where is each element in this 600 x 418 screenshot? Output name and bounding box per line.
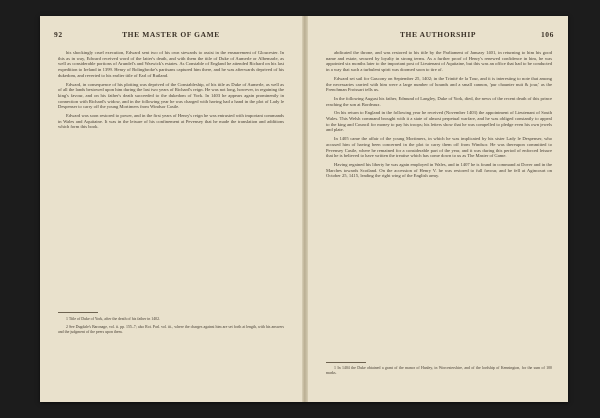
page-number: 106 xyxy=(540,30,554,39)
footnote-rule xyxy=(58,312,98,313)
paragraph: On his return to England in the following year he received (November 1403) the appointment of Lieutenant of South Wales. This Welsh command brought with it a state of almost perpetual warfare, and he was obliged constantly to appeal to the king and Council for money to pay his troops; his letters show that he was compelled to pledge even his own jewels and plate. xyxy=(326,110,552,133)
paragraph: In 1405 came the affair of the young Mortimers, in which he was implicated by his sister Lady le Despenser, who accused him of having been concerned in the plot to carry them off from Windsor. He was thereupon committed to Pevensey Castle, where he remained for a considerable part of the year, and it was during this period of enforced leisure that he is believed to have written the treatise which has come down to us as The Master of Game. xyxy=(326,136,552,159)
footnotes xyxy=(326,366,552,379)
footnote: 2 See Dugdale's Baronage, vol. ii. pp. 155–7; also Rot. Parl. vol. iii., where the charges against him are set forth at length, with his answers and the judgment of the peers upon them. xyxy=(58,324,284,334)
footnotes xyxy=(58,317,284,337)
running-head: THE AUTHORSHIP xyxy=(399,30,477,39)
page-number: 92 xyxy=(54,30,63,39)
body-text xyxy=(58,50,284,133)
footnote-rule xyxy=(326,362,366,363)
paragraph: abdicated the throne, and was restored to his title by the Parliament of January 1401, in returning to him his good name and estate, secured by loyalty in strong terms. As a further proof of Henry's renewed confidence in him, he was appointed six months later to the important post of Lieutenant of Aquitaine, but this was an office that had to be conducted in a way that such a turbulent spirit was doomed soon to tire of. xyxy=(326,50,552,73)
paragraph: Edward set sail for Gascony on September 25, 1402; in the Trinité de la Tour, and it is interesting to note that among the necessaries carried with him were a large number of hounds and a small cannon, 'pur chaunter nuit & jour,' as the Frenchman Froissart tells us. xyxy=(326,75,552,93)
paragraph: In the following August his father, Edmund of Langley, Duke of York, died, the news of the recent death of this prince reaching the son at Bordeaux. xyxy=(326,95,552,107)
footnote: 1 In 1404 the Duke obtained a grant of the manor of Hanley, in Worcestershire, and of the lordship of Kennington, for the sum of 100 marks. xyxy=(326,366,552,375)
footnote: 1 Title of Duke of York, after the death of his father in 1402. xyxy=(66,317,161,321)
paragraph: his shockingly cruel execution, Edward sent two of his own stewards to assist in the ensnarement of Gloucester. In this as in way, Edward received word of the latter's death, and with them the title of Duke of Aumerle or Albemarle, as well as considerable portions of Arundel's and Warwick's estates. As Constable of England he attended Richard on his last expedition to Ireland in 1399. Henry of Bolingbroke's partisans captured him there, and he was afterwards deprived of his dukedom, and reverted to his earlier title of Earl of Rutland. xyxy=(58,50,284,78)
paragraph: Edward, in consequence of his plotting was deprived of the Constableship, of his title as Duke of Aumerle, as well as of all the lands bestowed upon him during the last two years of Richard's reign. He was not long, however, in regaining the king's favour, and on his father's death succeeded to the dukedom of York. In 1403 he appears again prominently in connection with Richard's widow, and in the following year he was charged with having had a hand in the plot of Lady le Despenser to carry off the young Mortimers from Windsor Castle. xyxy=(58,81,284,110)
open-book xyxy=(40,16,568,402)
paragraph: Edward was soon restored to power, and in the first years of Henry's reign he was entrusted with important commands in Wales and Aquitaine. It was in the leisure of his confinement at Pevensey that he made the translation and additions which form this book. xyxy=(58,113,284,130)
right-page xyxy=(308,16,568,402)
left-page xyxy=(40,16,302,402)
paragraph: Having regained his liberty he was again employed in Wales, and in 1407 he is found in command at Dover and in the Marches towards Scotland. On the accession of Henry V. he was restored to full favour, and he fell at Agincourt on October 25, 1415, leading the right wing of the English army. xyxy=(326,161,552,179)
body-text xyxy=(326,50,552,182)
running-head: THE MASTER OF GAME xyxy=(122,30,220,39)
